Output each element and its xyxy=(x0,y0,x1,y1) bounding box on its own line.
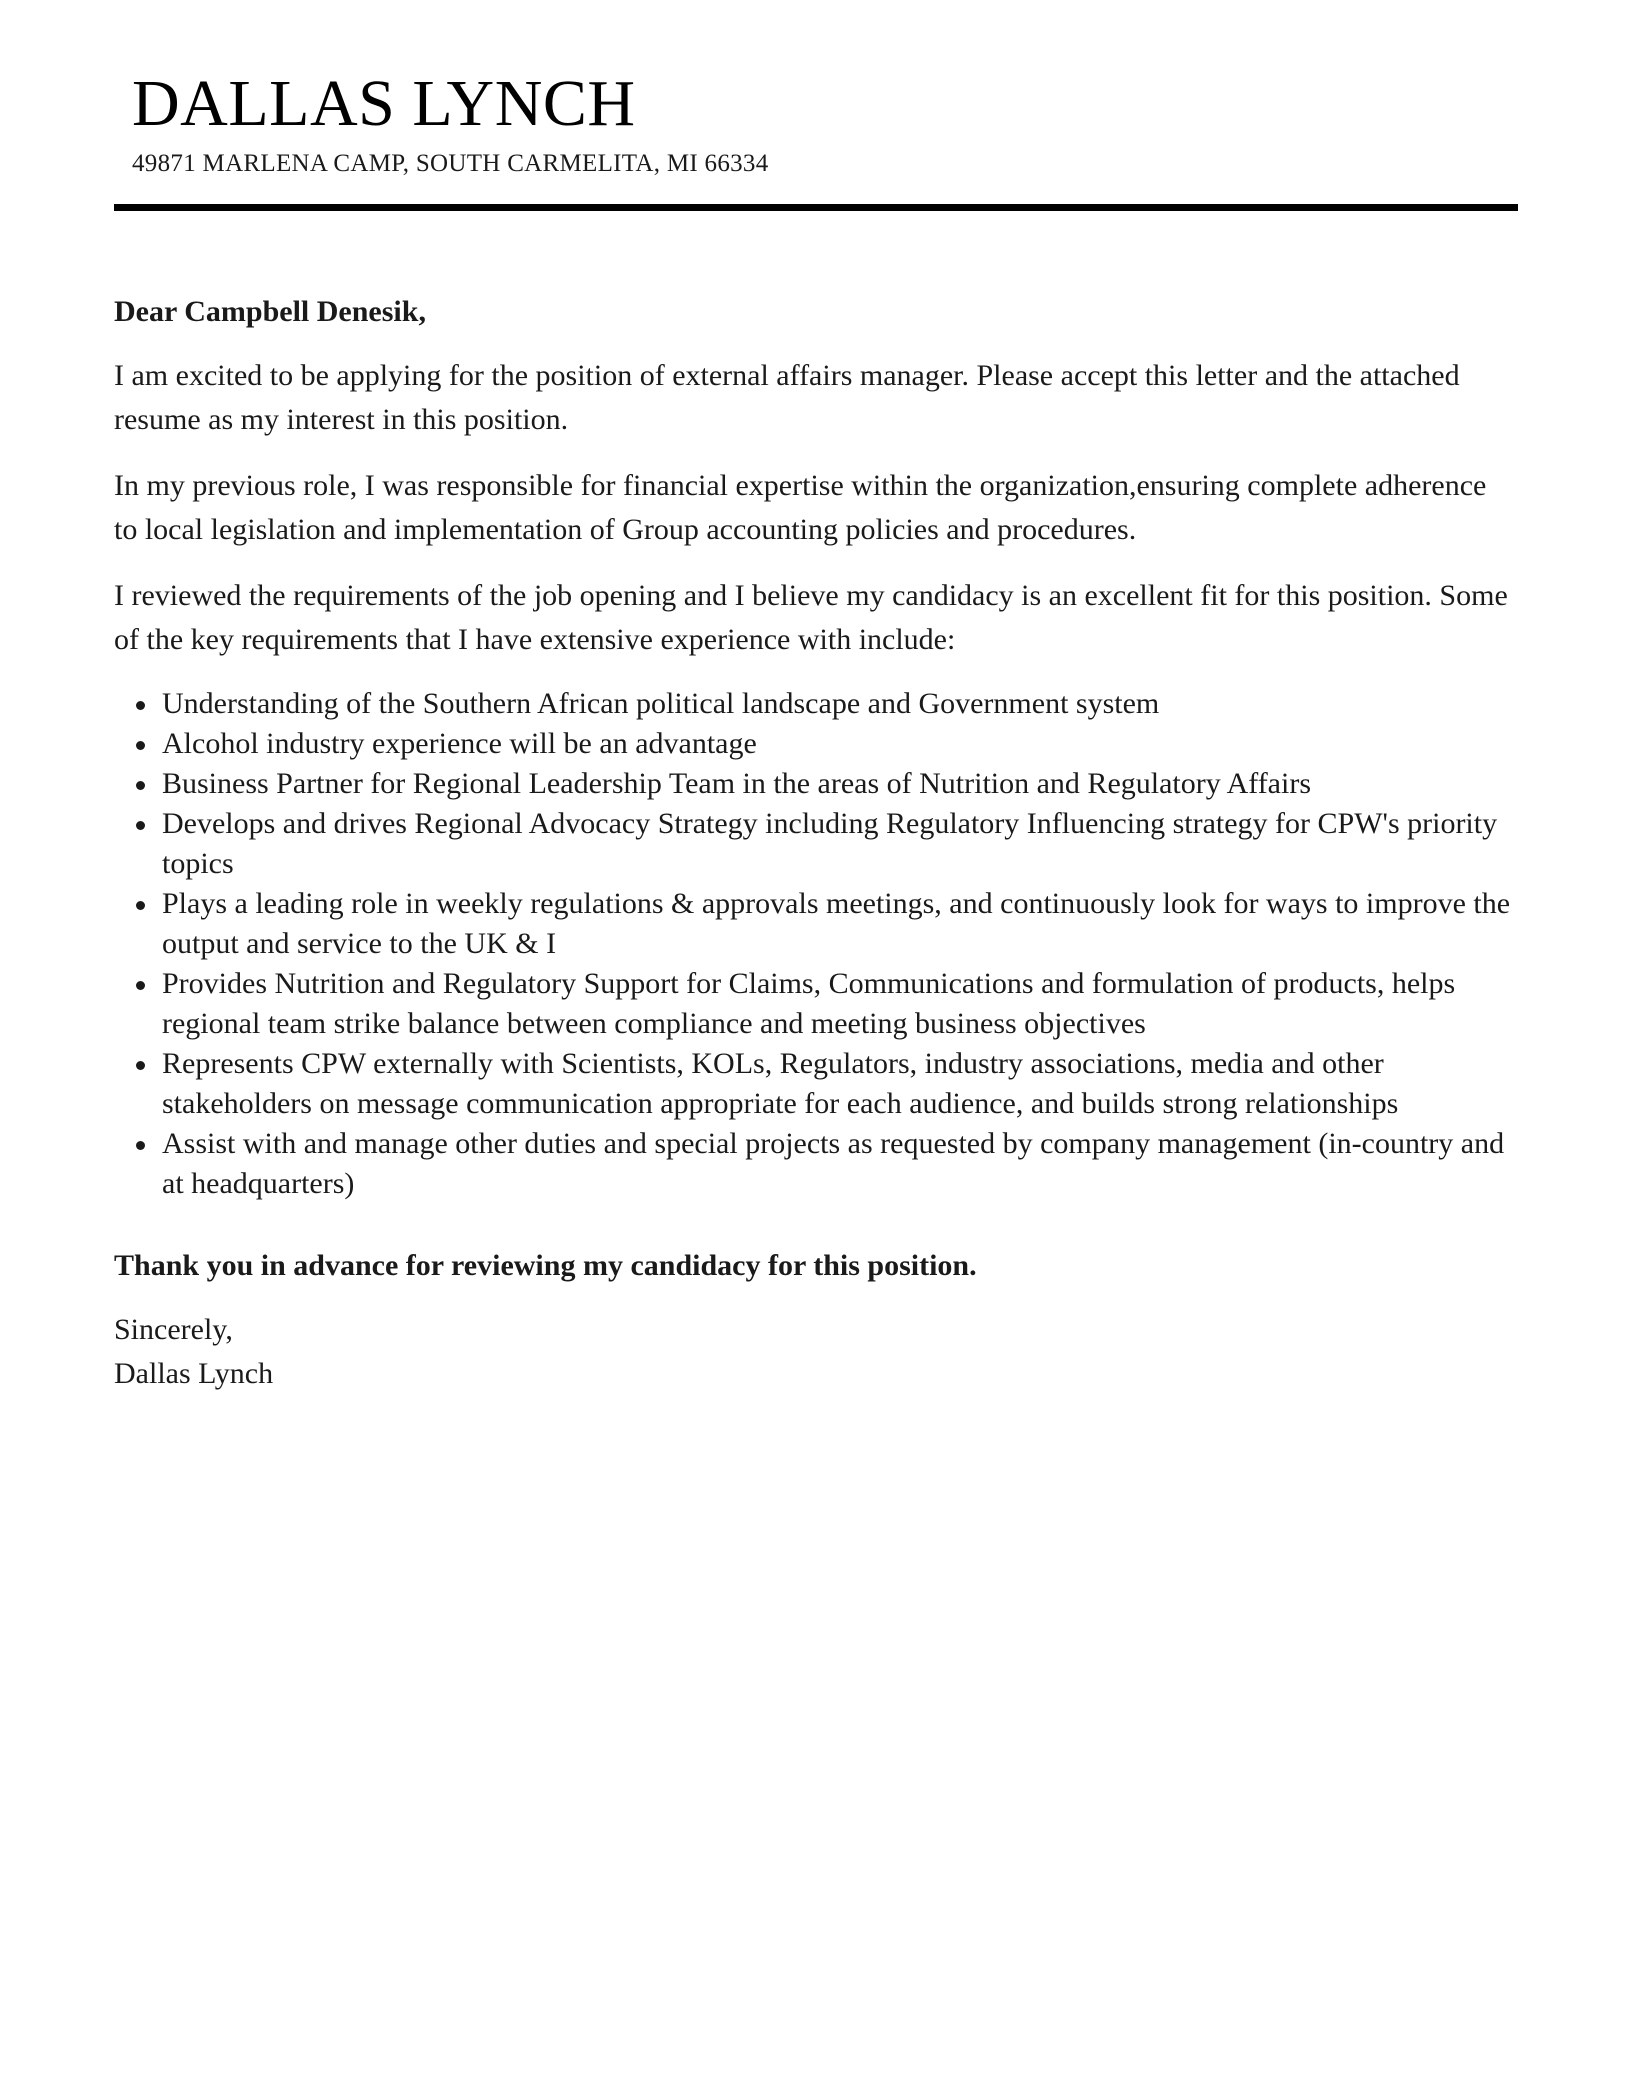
paragraph-intro: I am excited to be applying for the position of external affairs manager. Please accept this letter and the attached resume as my interest in this position. xyxy=(114,359,1460,436)
list-item-text: Represents CPW externally with Scientists, KOLs, Regulators, industry associations, media and other stakeholders on message communication appropriate for each audience, and builds strong relationships xyxy=(162,1047,1399,1120)
closing-statement: Thank you in advance for reviewing my candidacy for this position. xyxy=(114,1249,977,1282)
paragraph-requirements-intro: I reviewed the requirements of the job opening and I believe my candidacy is an excellent fit for this position. Some of the key requirements that I have extensive experience with include: xyxy=(114,579,1508,656)
list-item xyxy=(162,1124,1514,1204)
list-item-text: Provides Nutrition and Regulatory Support for Claims, Communications and formulation of products, helps regional team strike balance between compliance and meeting business objectives xyxy=(162,967,1456,1040)
list-item xyxy=(162,684,1514,724)
bullet-icon xyxy=(136,981,145,990)
list-item xyxy=(162,764,1514,804)
list-item xyxy=(162,964,1514,1044)
bullet-icon xyxy=(136,1061,145,1070)
requirements-list xyxy=(114,684,1514,1204)
bullet-icon xyxy=(136,701,145,710)
letter-header xyxy=(132,66,1512,180)
list-item xyxy=(162,1044,1514,1124)
paragraph-previous-role: In my previous role, I was responsible for financial expertise within the organization,ensuring complete adherence to local legislation and implementation of Group accounting policies and procedures. xyxy=(114,469,1487,546)
bullet-icon xyxy=(136,1141,145,1150)
signoff: Sincerely, xyxy=(114,1313,233,1346)
signature-name: Dallas Lynch xyxy=(114,1357,274,1390)
list-item-text: Develops and drives Regional Advocacy Strategy including Regulatory Influencing strategy for CPW's priority topics xyxy=(162,807,1498,880)
list-item xyxy=(162,884,1514,964)
bullet-icon xyxy=(136,781,145,790)
list-item-text: Understanding of the Southern African political landscape and Government system xyxy=(162,687,1160,720)
bullet-icon xyxy=(136,741,145,750)
list-item-text: Alcohol industry experience will be an advantage xyxy=(162,727,757,760)
header-divider xyxy=(114,204,1518,211)
list-item-text: Assist with and manage other duties and special projects as requested by company management (in-country and at headquarters) xyxy=(162,1127,1505,1200)
letter-body xyxy=(114,290,1514,1396)
bullet-icon xyxy=(136,901,145,910)
salutation: Dear Campbell Denesik, xyxy=(114,295,426,328)
applicant-address: 49871 MARLENA CAMP, SOUTH CARMELITA, MI 66334 xyxy=(132,150,769,177)
list-item xyxy=(162,804,1514,884)
bullet-icon xyxy=(136,821,145,830)
applicant-name: DALLAS LYNCH xyxy=(132,67,636,140)
list-item-text: Business Partner for Regional Leadership Team in the areas of Nutrition and Regulatory Affairs xyxy=(162,767,1311,800)
list-item-text: Plays a leading role in weekly regulations & approvals meetings, and continuously look for ways to improve the output and service to the UK & I xyxy=(162,887,1511,960)
list-item xyxy=(162,724,1514,764)
